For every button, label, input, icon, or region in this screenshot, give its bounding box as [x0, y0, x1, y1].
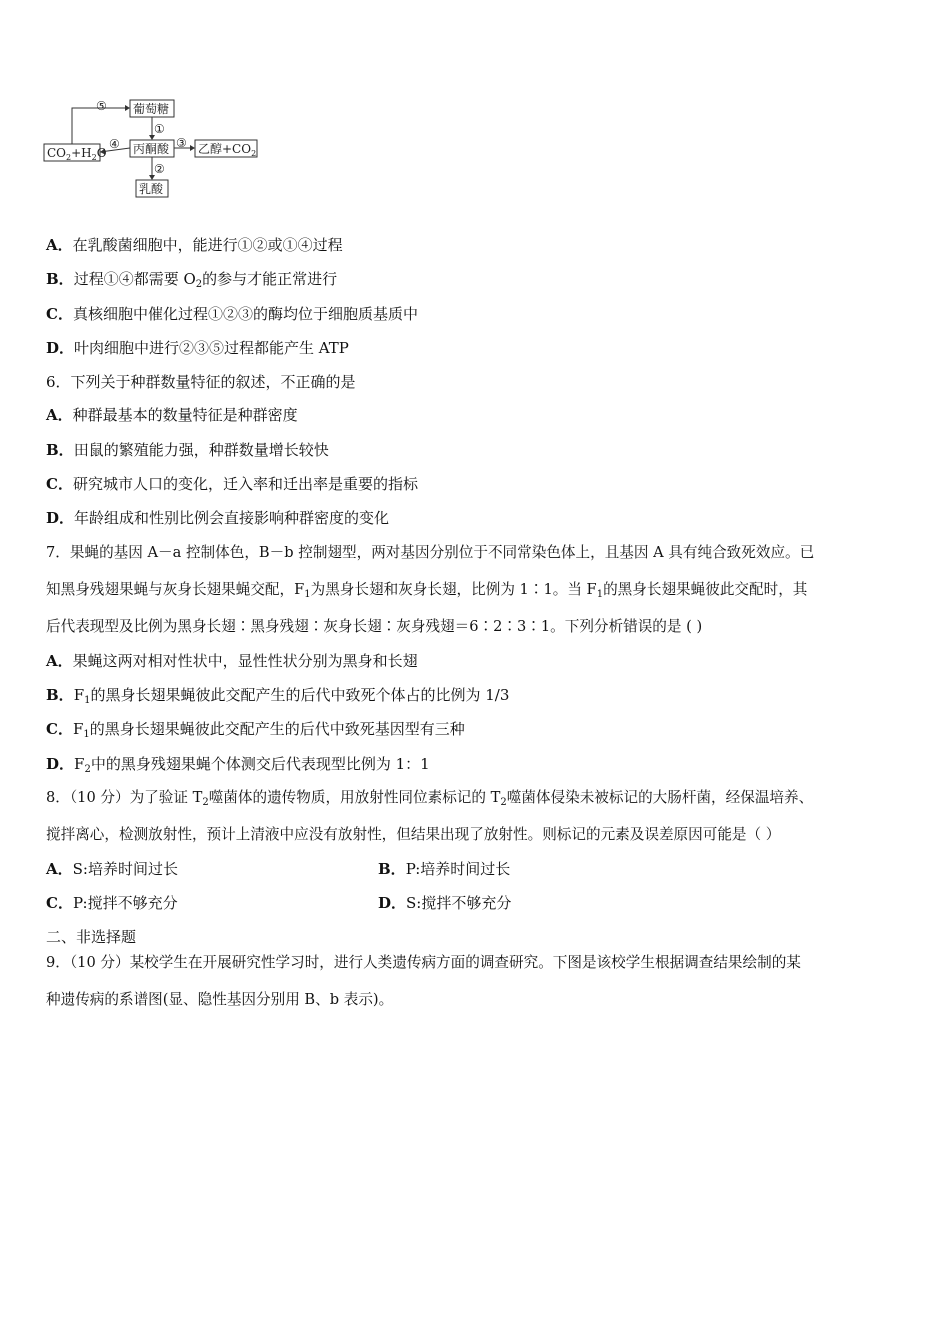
pyruvate-label: 丙酮酸: [133, 142, 170, 156]
metabolic-pathway-diagram: [42, 96, 264, 204]
q8-stem-line-1: 8．（10 分）为了验证 $T_2$噬菌体的遗传物质，用放射性同位素标记的 $T_2$噬菌体侵染未被标记的大肠杆菌，经保温培养、: [46, 789, 814, 808]
section-heading-non-choice: 二、非选择题: [46, 928, 137, 946]
q7-option-a: A．果蝇这两对相对性状中，显性性状分别为黑身和长翅: [46, 652, 418, 670]
step-3-marker: ③: [176, 136, 187, 150]
q7-option-d: D．$F_2$中的黑身残翅果蝇个体测交后代表现型比例为 1：1: [46, 755, 430, 775]
q6-option-c: C．研究城市人口的变化，迁入率和迁出率是重要的指标: [46, 475, 418, 493]
lactate-label: 乳酸: [139, 182, 164, 196]
q8-option-b: B．P:培养时间过长: [378, 860, 511, 878]
q8-option-a: A．S:培养时间过长: [46, 860, 178, 878]
q9-stem-line-1: 9．（10 分）某校学生在开展研究性学习时，进行人类遗传病方面的调查研究。下图是该校学生根据调查结果绘制的某: [46, 954, 801, 971]
q6-option-b: B．田鼠的繁殖能力强，种群数量增长较快: [46, 441, 329, 459]
q6-option-d: D．年龄组成和性别比例会直接影响种群密度的变化: [46, 509, 390, 527]
q5-option-c: C．真核细胞中催化过程①②③的酶均位于细胞质基质中: [46, 305, 418, 323]
q5-option-a: A．在乳酸菌细胞中，能进行①②或①④过程: [46, 236, 343, 254]
q6-stem: 6．下列关于种群数量特征的叙述，不正确的是: [46, 373, 356, 391]
q7-option-c: C．$F_1$的黑身长翅果蝇彼此交配产生的后代中致死基因型有三种: [46, 720, 465, 740]
glucose-label: 葡萄糖: [133, 102, 170, 116]
step-5-marker: ⑤: [96, 99, 107, 113]
q5-option-d: D．叶肉细胞中进行②③⑤过程都能产生 ATP: [46, 339, 349, 357]
step-1-marker: ①: [154, 122, 165, 136]
q7-option-b: B．$F_1$的黑身长翅果蝇彼此交配产生的后代中致死个体占的比例为 1/3: [46, 686, 510, 706]
co2-h2o-label: $CO_2+H_2O$: [47, 146, 107, 162]
ethanol-co2-label: 乙醇$+CO_2$: [198, 142, 257, 158]
q7-stem-line-2: 知黑身残翅果蝇与灰身长翅果蝇交配，$F_1$为黑身长翅和灰身长翅，比例为 1∶1。当 $F_1$的黑身长翅果蝇彼此交配时，其: [46, 581, 808, 600]
step-2-marker: ②: [154, 162, 165, 176]
q6-option-a: A．种群最基本的数量特征是种群密度: [46, 406, 298, 424]
q8-option-d: D．S:搅拌不够充分: [378, 894, 512, 912]
q8-stem-line-2: 搅拌离心，检测放射性，预计上清液中应没有放射性，但结果出现了放射性。则标记的元素及误差原因可能是（ ）: [46, 826, 781, 843]
q9-stem-line-2: 种遗传病的系谱图(显、隐性基因分别用 B、b 表示)。: [46, 991, 394, 1008]
q7-stem-line-3: 后代表现型及比例为黑身长翅∶黑身残翅∶灰身长翅∶灰身残翅＝6∶2∶3∶1。下列分析错误的是 ( ): [46, 618, 703, 635]
q8-option-c: C．P:搅拌不够充分: [46, 894, 178, 912]
q5-option-b: B．过程①④都需要 $O_2$的参与才能正常进行: [46, 270, 338, 290]
q7-stem-line-1: 7．果蝇的基因 A－a 控制体色，B－b 控制翅型，两对基因分别位于不同常染色体上，且基因 A 具有纯合致死效应。已: [46, 544, 815, 561]
step-4-marker: ④: [109, 137, 120, 151]
